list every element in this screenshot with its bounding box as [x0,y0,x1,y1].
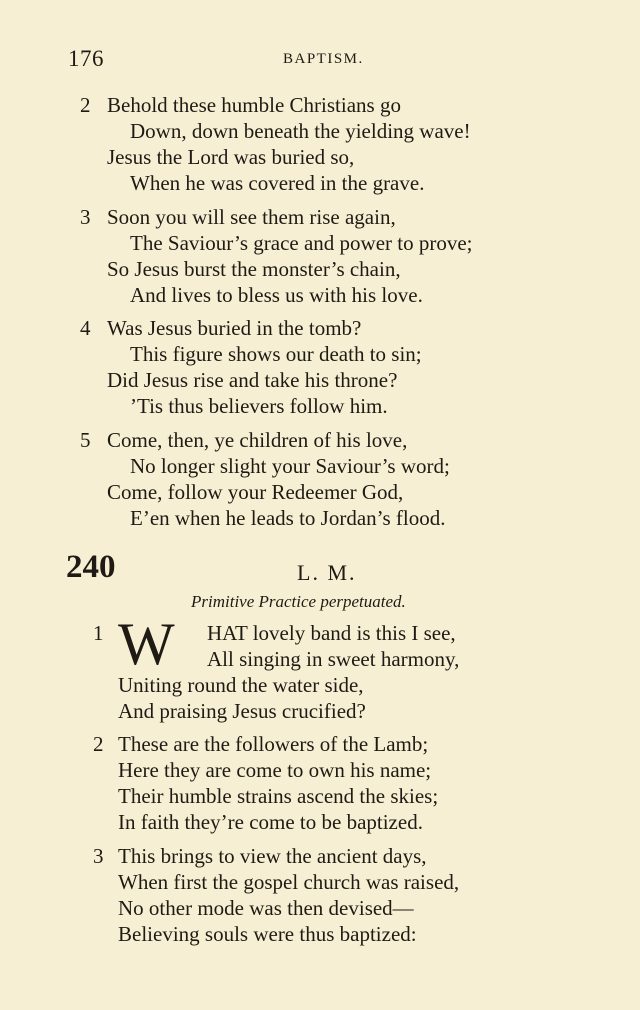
verse-line: Believing souls were thus baptized: [118,922,417,946]
hymn-subtitle: Primitive Practice perpetuated. [191,592,406,611]
verse-line: Jesus the Lord was buried so, [107,145,355,169]
hymn-verse-3 [93,843,563,947]
verse-line: Was Jesus buried in the tomb? [107,316,362,340]
prev-hymn-verse-5 [80,427,550,531]
hymn-number: 240 [66,549,116,585]
verse-line: This figure shows our death to sin; [130,342,422,366]
verse-line: When he was covered in the grave. [130,171,425,195]
verse-line: Come, follow your Redeemer God, [107,480,404,504]
verse-line: Behold these humble Christians go [107,93,401,117]
prev-hymn-verse-4 [80,315,540,419]
verse-line: These are the followers of the Lamb; [118,732,429,756]
running-head: BAPTISM. [283,51,364,67]
verse-1-rest [118,672,366,724]
verse-line: All singing in sweet harmony, [207,647,460,671]
verse-line: And praising Jesus crucified? [118,699,366,723]
verse-number: 3 [93,844,104,868]
verse-number: 1 [93,621,104,645]
verse-line: Did Jesus rise and take his throne? [107,368,398,392]
verse-line: Come, then, ye children of his love, [107,428,408,452]
verse-line: Here they are come to own his name; [118,758,432,782]
page-header [68,46,588,74]
prev-hymn-verse-2 [80,92,540,196]
verse-line: Their humble strains ascend the skies; [118,784,439,808]
verse-line: The Saviour’s grace and power to prove; [130,231,473,255]
verse-line: Soon you will see them rise again, [107,205,396,229]
verse-line: So Jesus burst the monster’s chain, [107,257,401,281]
verse-line: No other mode was then devised— [118,896,414,920]
verse-line: HAT lovely band is this I see, [207,621,456,645]
verse-number: 4 [80,316,91,340]
prev-hymn-verse-3 [80,204,560,308]
verse-number: 2 [93,732,104,756]
verse-line: ’Tis thus believers follow him. [130,394,388,418]
verse-line: And lives to bless us with his love. [130,283,423,307]
drop-cap: W [118,611,175,677]
verse-line: Down, down beneath the yielding wave! [130,119,471,143]
hymn-verse-2 [93,731,563,835]
verse-number: 3 [80,205,91,229]
verse-number: 5 [80,428,91,452]
verse-line: Uniting round the water side, [118,673,364,697]
verse-line: E’en when he leads to Jordan’s flood. [130,506,446,530]
verse-line: In faith they’re come to be baptized. [118,810,423,834]
verse-line: No longer slight your Saviour’s word; [130,454,450,478]
page-number: 176 [68,46,104,71]
verse-line: This brings to view the ancient days, [118,844,427,868]
hymn-meter: L. M. [297,560,357,585]
verse-line: When first the gospel church was raised, [118,870,460,894]
verse-number: 2 [80,93,91,117]
